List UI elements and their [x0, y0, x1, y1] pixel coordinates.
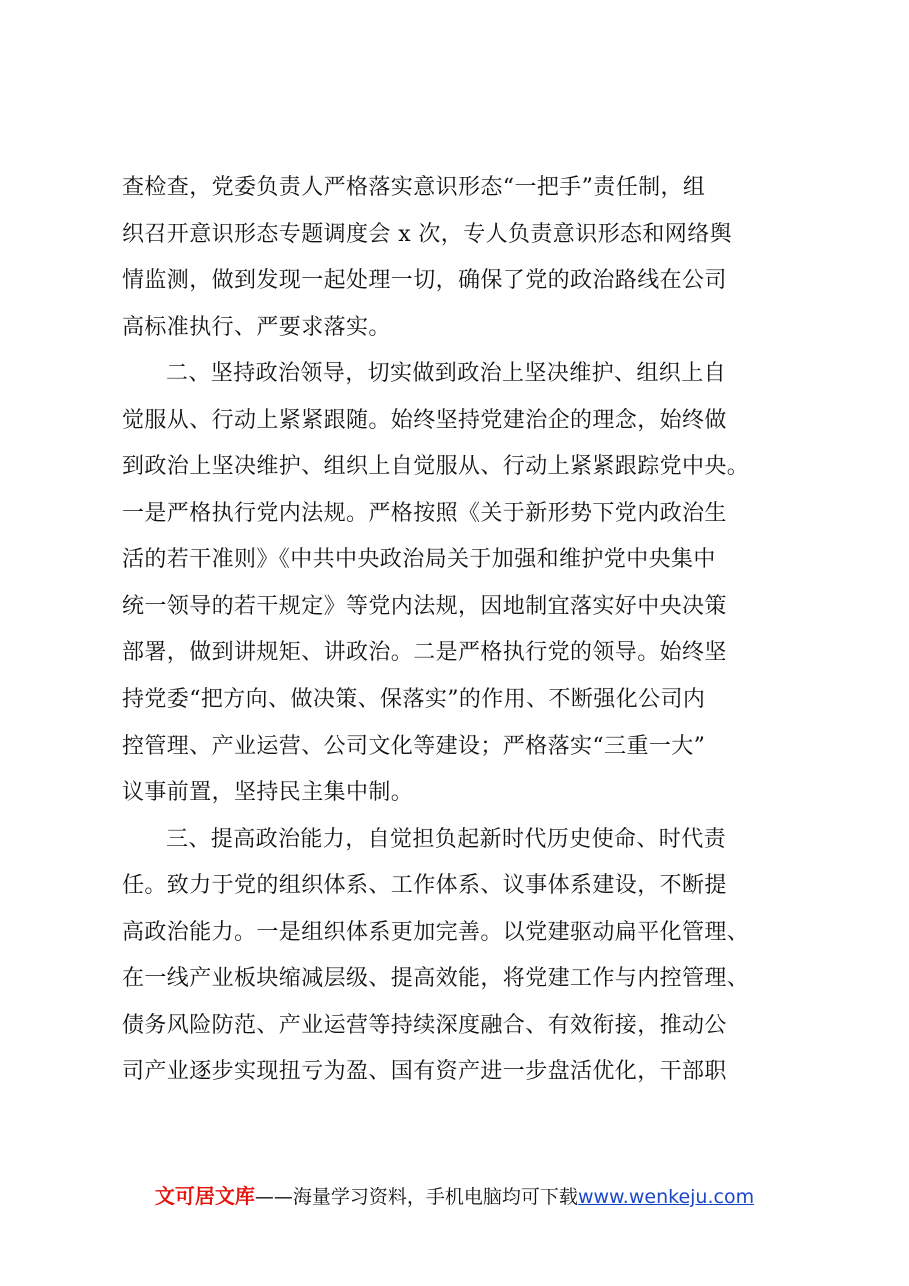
text-line: 高政治能力。一是组织体系更加完善。以党建驱动扁平化管理、 — [122, 919, 750, 945]
footer-brand: 文可居文库 — [154, 1184, 255, 1208]
text-line: 织召开意识形态专题调度会 x 次，专人负责意识形态和网络舆 — [122, 221, 732, 247]
text-line: 持党委“把方向、做决策、保落实”的作用、不断强化公司内 — [122, 687, 706, 713]
text-line: 统一领导的若干规定》等党内法规，因地制宜落实好中央决策 — [122, 593, 727, 619]
text-line: 一是严格执行党内法规。严格按照《关于新形势下党内政治生 — [122, 500, 727, 526]
text-line: 司产业逐步实现扭亏为盈、国有资产进一步盘活优化，干部职 — [122, 1059, 727, 1085]
text-line: 觉服从、行动上紧紧跟随。始终坚持党建治企的理念，始终做 — [122, 407, 727, 433]
text-line: 议事前置，坚持民主集中制。 — [122, 780, 414, 806]
text-line: 活的若干准则》《中共中央政治局关于加强和维护党中央集中 — [122, 547, 716, 573]
text-line: 高标准执行、严要求落实。 — [122, 314, 391, 340]
footer-tagline: ——海量学习资料，手机电脑均可下载 — [254, 1186, 578, 1208]
text-line: 情监测，做到发现一起处理一切，确保了党的政治路线在公司 — [122, 268, 727, 294]
footer-url-link[interactable]: www.wenkeju.com — [577, 1186, 755, 1208]
text-line: 控管理、产业运营、公司文化等建设；严格落实“三重一大” — [122, 733, 706, 759]
text-line: 部署，做到讲规矩、讲政治。二是严格执行党的领导。始终坚 — [122, 640, 727, 666]
section-heading-line: 二、坚持政治领导，切实做到政治上坚决维护、组织上自 — [166, 361, 727, 387]
page-footer — [0, 1180, 909, 1209]
document-body — [122, 165, 812, 1096]
text-line: 到政治上坚决维护、组织上自觉服从、行动上紧紧跟踪党中央。 — [122, 454, 750, 480]
text-line: 任。致力于党的组织体系、工作体系、议事体系建设，不断提 — [122, 873, 727, 899]
text-line: 债务风险防范、产业运营等持续深度融合、有效衔接，推动公 — [122, 1012, 727, 1038]
text-line: 查检查，党委负责人严格落实意识形态“一把手”责任制，组 — [122, 175, 706, 200]
section-heading-line: 三、提高政治能力，自觉担负起新时代历史使命、时代责 — [166, 826, 727, 852]
text-line: 在一线产业板块缩减层级、提高效能，将党建工作与内控管理、 — [122, 966, 750, 992]
